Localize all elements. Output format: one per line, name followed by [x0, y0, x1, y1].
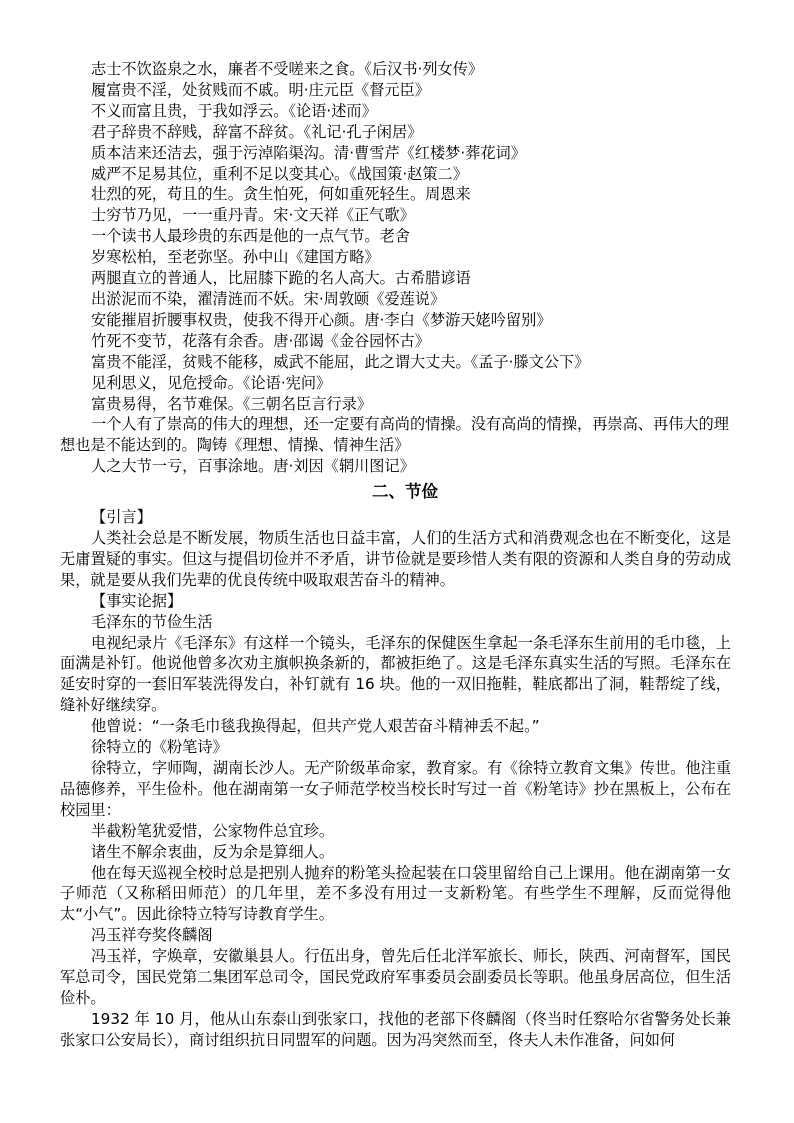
quote-list [60, 59, 731, 477]
section-title: 二、节俭 [372, 482, 438, 502]
quote-line: 履富贵不淫，处贫贱而不戚。明·庄元臣《督元臣》 [91, 80, 430, 99]
story-title: 冯玉祥夸奖佟麟阁 [91, 926, 213, 945]
quote-line: 富贵不能淫，贫贱不能移，威武不能屈，此之谓大丈夫。《孟子·滕文公下》 [91, 352, 590, 371]
story-paragraph: 1932 年 10 月，他从山东泰山到张家口，找他的老部下佟麟阁（佟当时任察哈尔省警务处长兼张家口公安局长），商讨组织抗日同盟军的问题。因为冯突然而至，佟夫人未作准备，问如何 [60, 1009, 731, 1049]
intro-label: 【引言】 [91, 508, 152, 527]
facts-label: 【事实论据】 [91, 591, 183, 610]
quote-long: 一个人有了崇高的伟大的理想，还一定要有高尚的情操。没有高尚的情操，再崇高、再伟大的理想也是不能达到的。陶铸《理想、情操、情神生活》 [60, 415, 729, 455]
quote-line: 君子辞贵不辞贱，辞富不辞贫。《礼记·孔子闲居》 [91, 122, 423, 141]
story-paragraph: 徐特立，字师陶，湖南长沙人。无产阶级革命家，教育家。有《徐特立教育文集》传世。他注重品德修养，平生俭朴。他在湖南第一女子师范学校当校长时写过一首《粉笔诗》抄在黑板上，公布在校园里： [60, 759, 731, 819]
quote-line: 威严不足易其位，重利不足以变其心。《战国策·赵策二》 [91, 164, 468, 183]
quote-line: 两腿直立的普通人，比屈膝下跪的名人高大。古希腊谚语 [91, 269, 471, 288]
quote-line: 见利思义，见危授命。《论语·宪问》 [91, 373, 332, 392]
intro-paragraph: 人类社会总是不断发展，物质生活也日益丰富，人们的生活方式和消费观念也在不断变化，这是无庸置疑的事实。但这与提倡切俭并不矛盾，讲节俭就是要珍惜人类有限的资源和人类自身的劳动成果，就是要从我们先辈的优良传统中吸取艰苦奋斗的精神。 [60, 529, 731, 589]
quote-line: 一个读书人最珍贵的东西是他的一点气节。老舍 [91, 227, 410, 246]
story-title: 徐特立的《粉笔诗》 [91, 738, 228, 757]
story-title: 毛泽东的节俭生活 [91, 612, 213, 631]
poem-line: 半截粉笔犹爱惜，公家物件总宜珍。 [91, 821, 334, 840]
quote-line: 不义而富且贵，于我如浮云。《论语·述而》 [91, 101, 377, 120]
quote-line: 人之大节一亏，百事涂地。唐·刘因《辋川图记》 [91, 457, 415, 476]
quote-line: 志士不饮盗泉之水，廉者不受嗟来之食。《后汉书·列女传》 [91, 60, 484, 78]
story-quote: 他曾说：“一条毛巾毯我换得起，但共产党人艰苦奋斗精神丢不起。” [91, 717, 540, 736]
quote-line: 质本洁来还洁去，强于污淖陷渠沟。清·曹雪芹《红楼梦·葬花词》 [91, 143, 526, 162]
quote-line: 竹死不变节，花落有余香。唐·邵谒《金谷园怀古》 [91, 331, 430, 350]
quote-line: 安能摧眉折腰事权贵，使我不得开心颜。唐·李白《梦游天姥吟留别》 [91, 310, 552, 329]
quote-line: 士穷节乃见，一一重丹青。宋·文天祥《正气歌》 [91, 206, 415, 225]
quote-line: 富贵易得，名节难保。《三朝名臣言行录》 [91, 394, 372, 413]
poem-line: 诸生不解余衷曲，反为余是算细人。 [91, 842, 334, 861]
quote-line: 出淤泥而不染，濯清涟而不妖。宋·周敦颐《爱莲说》 [91, 289, 446, 308]
quote-line: 岁寒松柏，至老弥坚。孙中山《建国方略》 [91, 248, 380, 267]
story-paragraph: 他在每天巡视全校时总是把别人抛弃的粉笔头捡起装在口袋里留给自己上课用。他在湖南第一女子师范（又称稻田师范）的几年里，差不多没有用过一支新粉笔。有些学生不理解，反而觉得他太“小气”。因此徐特立特写诗教育学生。 [60, 863, 731, 924]
story-paragraph: 冯玉祥，字焕章，安徽巢县人。行伍出身，曾先后任北洋军旅长、师长，陕西、河南督军，国民军总司令，国民党第二集团军总司令，国民党政府军事委员会副委员长等职。他虽身居高位，但生活俭朴。 [60, 947, 731, 1007]
quote-line: 壮烈的死，苟且的生。贪生怕死，何如重死轻生。周恩来 [91, 185, 471, 204]
story-paragraph: 电视纪录片《毛泽东》有这样一个镜头，毛泽东的保健医生拿起一条毛泽东生前用的毛巾毯，上面满是补钉。他说他曾多次劝主旗帜换条新的，都被拒绝了。这是毛泽东真实生活的写照。毛泽东在延安时穿的一套旧军装洗得发白，补钉就有 16 块。他的一双旧拖鞋，鞋底都出了洞，鞋帮绽了线，缝补好继续穿。 [60, 633, 731, 715]
